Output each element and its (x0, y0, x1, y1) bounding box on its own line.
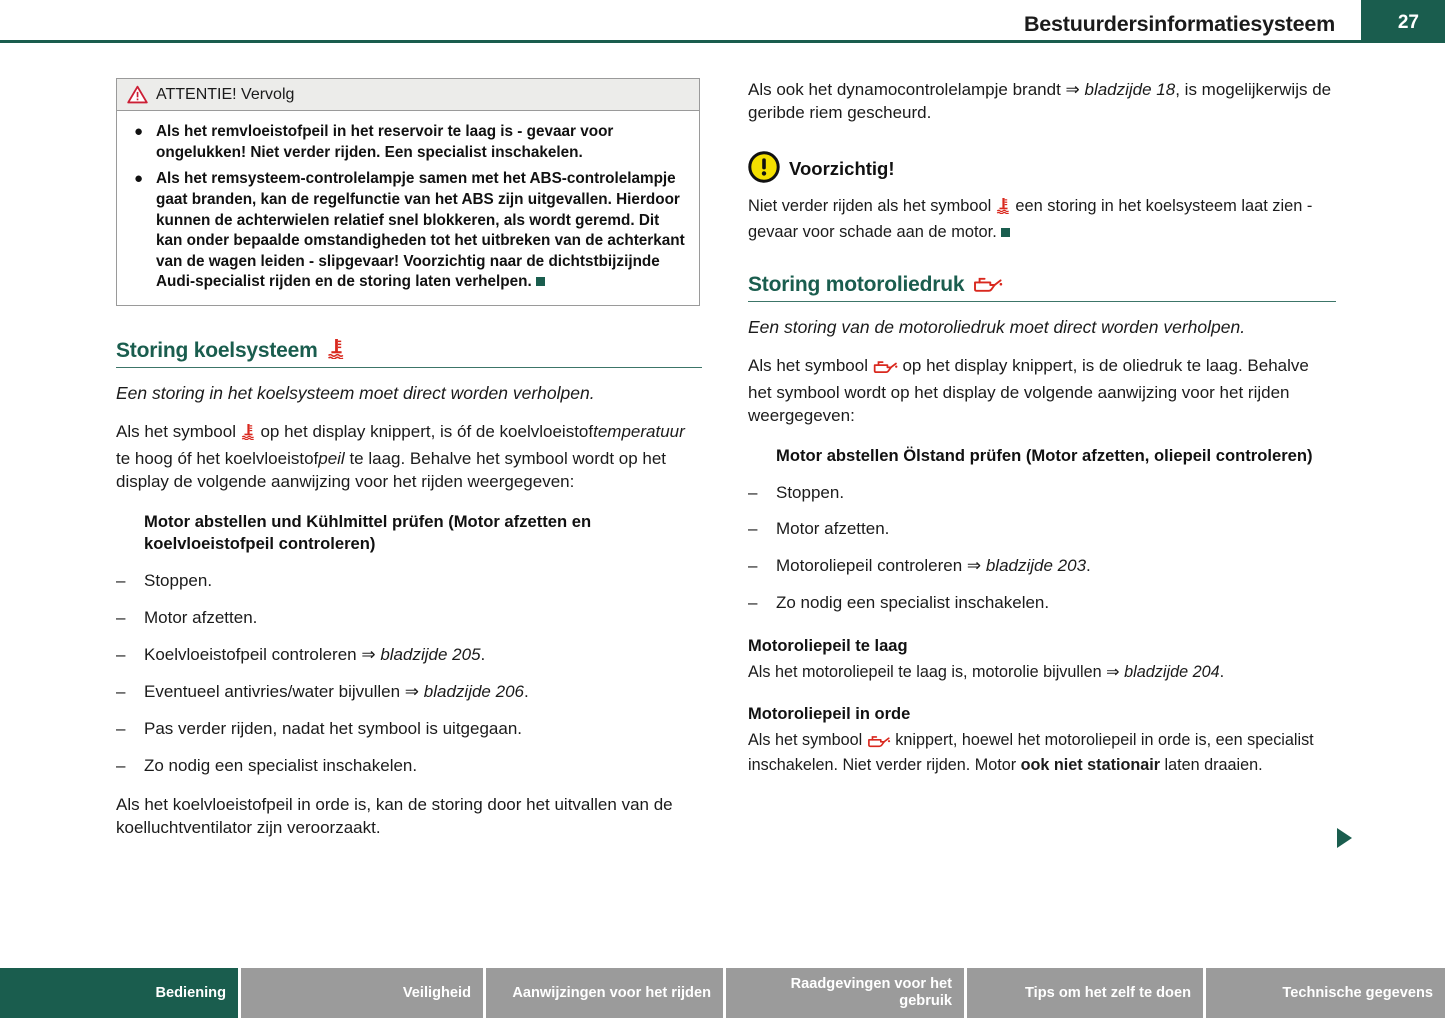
footer-tab-tips-om-het-zelf-te-doen[interactable]: Tips om het zelf te doen (967, 968, 1206, 1018)
list-item-text: Stoppen. (144, 571, 213, 591)
oil-steps-list (748, 482, 1336, 616)
section-heading-rule (116, 367, 702, 368)
coolant-temperature-icon (241, 423, 256, 446)
bullet-icon: ● (134, 123, 144, 140)
section-heading-cooling-label: Storing koelsysteem (116, 339, 318, 363)
footer-tab-bediening[interactable]: Bediening (0, 968, 241, 1018)
oil-level-low-text: Als het motoroliepeil te laag is, motorolie bijvullen ⇒ bladzijde 204. (748, 663, 1225, 682)
oil-display-message: Motor abstellen Ölstand prüfen (Motor afzetten, oliepeil controleren) (776, 445, 1313, 465)
caution-header (748, 151, 1336, 188)
list-item (748, 592, 1336, 615)
list-item (116, 755, 702, 778)
oil-pressure-icon (867, 732, 891, 754)
attention-item-text: Als het remsysteem-controlelampje samen met het ABS-controlelampje gaat branden, kan de regelfunctie van het ABS zijn uitgevallen. Hierdoor kunnen de achterwielen relatief snel blokkeren, als wordt geremd. Dit kan onder bepaalde omstandigheden tot het uitbreken van de achterkant van de wagen leiden - slipgevaar! Voorzichtig naar de dichtstbijzijnde Audi-specialist rijden en de storing laten verhelpen. (156, 170, 685, 291)
list-item (116, 681, 702, 704)
caution-label: Voorzichtig! (789, 158, 895, 180)
list-item-text: Zo nodig een specialist inschakelen. (144, 755, 418, 775)
section-heading-rule (748, 301, 1336, 302)
dash-marker: – (116, 608, 126, 628)
cooling-closing-paragraph: Als het koelvloeistofpeil in orde is, kan de storing door het uitvallen van de koelluchtventilator zijn veroorzaakt. (116, 794, 673, 838)
footer-tab-raadgevingen-voor-het-gebruik[interactable]: Raadgevingen voor het gebruik (726, 968, 967, 1018)
dash-marker: – (116, 682, 126, 701)
end-of-section-marker (1001, 228, 1010, 237)
list-item (116, 607, 702, 630)
attention-item (130, 122, 687, 163)
coolant-temperature-icon (996, 197, 1011, 221)
footer-tab-veiligheid[interactable]: Veiligheid (241, 968, 486, 1018)
dynamo-intro-paragraph: Als ook het dynamocontrolelampje brandt ⇒ bladzijde 18, is mogelijkerwijs de geribde riem gescheurd. (748, 80, 1332, 123)
page-reference[interactable]: bladzijde 18 (1084, 80, 1176, 99)
cooling-lead-text: Een storing in het koelsysteem moet direct worden verholpen. (116, 383, 595, 404)
footer-navigation (0, 968, 1445, 1018)
attention-item-text: Als het remvloeistofpeil in het reservoir te laag is - gevaar voor ongelukken! Niet verder rijden. Een specialist inschakelen. (156, 123, 614, 161)
list-item-text: Eventueel antivries/water bijvullen ⇒ bladzijde 206. (144, 682, 529, 701)
bullet-icon: ● (134, 170, 144, 188)
oil-lead-text: Een storing van de motoroliedruk moet direct worden verholpen. (748, 317, 1246, 338)
attention-box-header (117, 79, 699, 111)
attention-box-body (117, 111, 699, 305)
cooling-steps-list (116, 570, 702, 778)
footer-tab-technische-gegevens[interactable]: Technische gegevens (1206, 968, 1445, 1018)
oil-paragraph: Als het symbool op het display knippert, is de oliedruk te laag. Behalve het symbool wordt op het display de volgende aanwijzing voor het rijden weergegeven: (748, 356, 1309, 426)
list-item-text: Zo nodig een specialist inschakelen. (776, 593, 1050, 613)
page-header (0, 0, 1445, 44)
list-item (748, 555, 1336, 578)
section-heading-oil (748, 273, 1336, 297)
continuation-arrow-icon (1337, 828, 1352, 848)
attention-box (116, 78, 700, 306)
attention-item (130, 169, 687, 293)
oil-pressure-icon (973, 275, 1003, 299)
list-item-text: Pas verder rijden, nadat het symbool is uitgegaan. (144, 718, 523, 738)
list-item (116, 570, 702, 593)
dash-marker: – (116, 755, 126, 775)
oil-level-ok-text: Als het symbool knippert, hoewel het motoroliepeil in orde is, een specialist inschakelen. Niet verder rijden. Motor ook niet stationair laten draaien. (748, 731, 1314, 775)
list-item-text: Motoroliepeil controleren ⇒ bladzijde 203. (776, 556, 1091, 576)
cooling-paragraph: Als het symbool op het display knippert, is óf de koelvloeistoftemperatuur te hoog óf het koelvloeistofpeil te laag. Behalve het symbool wordt op het display de volgende aanwijzing voor het rijden weergegeven: (116, 422, 685, 492)
oil-pressure-icon (873, 357, 898, 380)
oil-level-low-heading: Motoroliepeil te laag (748, 637, 908, 656)
dash-marker: – (116, 571, 126, 591)
list-item (116, 644, 702, 667)
left-column (116, 78, 702, 840)
page-reference[interactable]: bladzijde 205 (380, 645, 481, 665)
list-item (116, 718, 702, 741)
section-heading-cooling (116, 336, 702, 363)
list-item (748, 518, 1336, 541)
dash-marker: – (116, 718, 126, 738)
dash-marker: – (116, 645, 126, 665)
list-item-text: Koelvloeistofpeil controleren ⇒ bladzijde 205. (144, 645, 486, 665)
page-title: Bestuurdersinformatiesysteem (1023, 12, 1335, 36)
section-heading-oil-label: Storing motoroliedruk (748, 273, 965, 297)
page-reference[interactable]: bladzijde 203 (985, 556, 1087, 576)
attention-box-title: ATTENTIE! Vervolg (156, 85, 295, 103)
list-item-text: Motor afzetten. (144, 608, 258, 628)
list-item-text: Motor afzetten. (776, 519, 890, 539)
caution-body: Niet verder rijden als het symbool een storing in het koelsysteem laat zien - gevaar voor schade aan de motor. (748, 196, 1313, 241)
dash-marker: – (748, 593, 758, 613)
end-of-section-marker (536, 277, 545, 286)
dash-marker: – (748, 519, 758, 539)
dash-marker: – (748, 482, 758, 502)
page-number: 27 (1397, 12, 1419, 33)
dash-marker: – (748, 556, 758, 576)
cooling-display-message: Motor abstellen und Kühlmittel prüfen (Motor afzetten en koelvloeistofpeil controleren) (144, 511, 592, 554)
warning-triangle-icon (127, 85, 148, 104)
list-item-text: Stoppen. (776, 482, 845, 502)
page-reference[interactable]: bladzijde 204 (1124, 663, 1220, 682)
coolant-temperature-icon (327, 338, 346, 365)
header-divider (0, 40, 1445, 43)
footer-tab-aanwijzingen-voor-het-rijden[interactable]: Aanwijzingen voor het rijden (486, 968, 726, 1018)
caution-exclamation-icon (748, 151, 780, 188)
oil-level-ok-heading: Motoroliepeil in orde (748, 705, 911, 724)
right-column (748, 78, 1336, 776)
list-item (748, 482, 1336, 505)
page-reference[interactable]: bladzijde 206 (423, 682, 524, 701)
